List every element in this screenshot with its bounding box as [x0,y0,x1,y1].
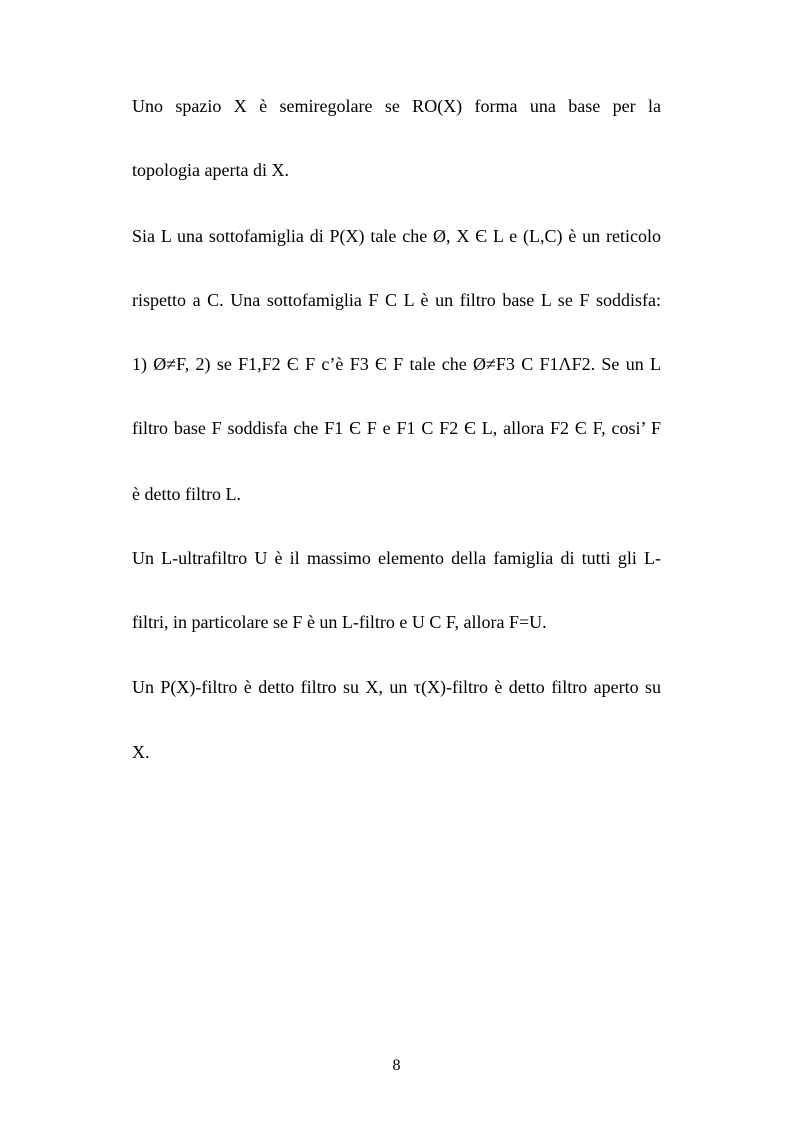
text-line: topologia aperta di X. [132,160,289,180]
text-line: Un P(X)-filtro è detto filtro su X, un τ(X)-filtro è detto filtro aperto su [132,677,661,697]
text-line: Sia L una sottofamiglia di P(X) tale che Ø, X Є L e (L,C) è un reticolo [132,226,661,246]
text-line: 1) Ø≠F, 2) se F1,F2 Є F c’è F3 Є F tale che Ø≠F3 C F1ΛF2. Se un L [132,354,661,374]
text-line: filtri, in particolare se F è un L-filtro e U C F, allora F=U. [132,612,547,632]
text-line: rispetto a C. Una sottofamiglia F C L è un filtro base L se F soddisfa: [132,290,661,310]
text-line: Un L-ultrafiltro U è il massimo elemento della famiglia di tutti gli L- [132,548,661,568]
text-line: filtro base F soddisfa che F1 Є F e F1 C F2 Є L, allora F2 Є F, cosi’ F [132,418,661,438]
text-line: X. [132,742,150,762]
text-line: Uno spazio X è semiregolare se RO(X) forma una base per la [132,96,661,116]
text-line: è detto filtro L. [132,484,241,504]
page-number: 8 [392,1057,401,1074]
